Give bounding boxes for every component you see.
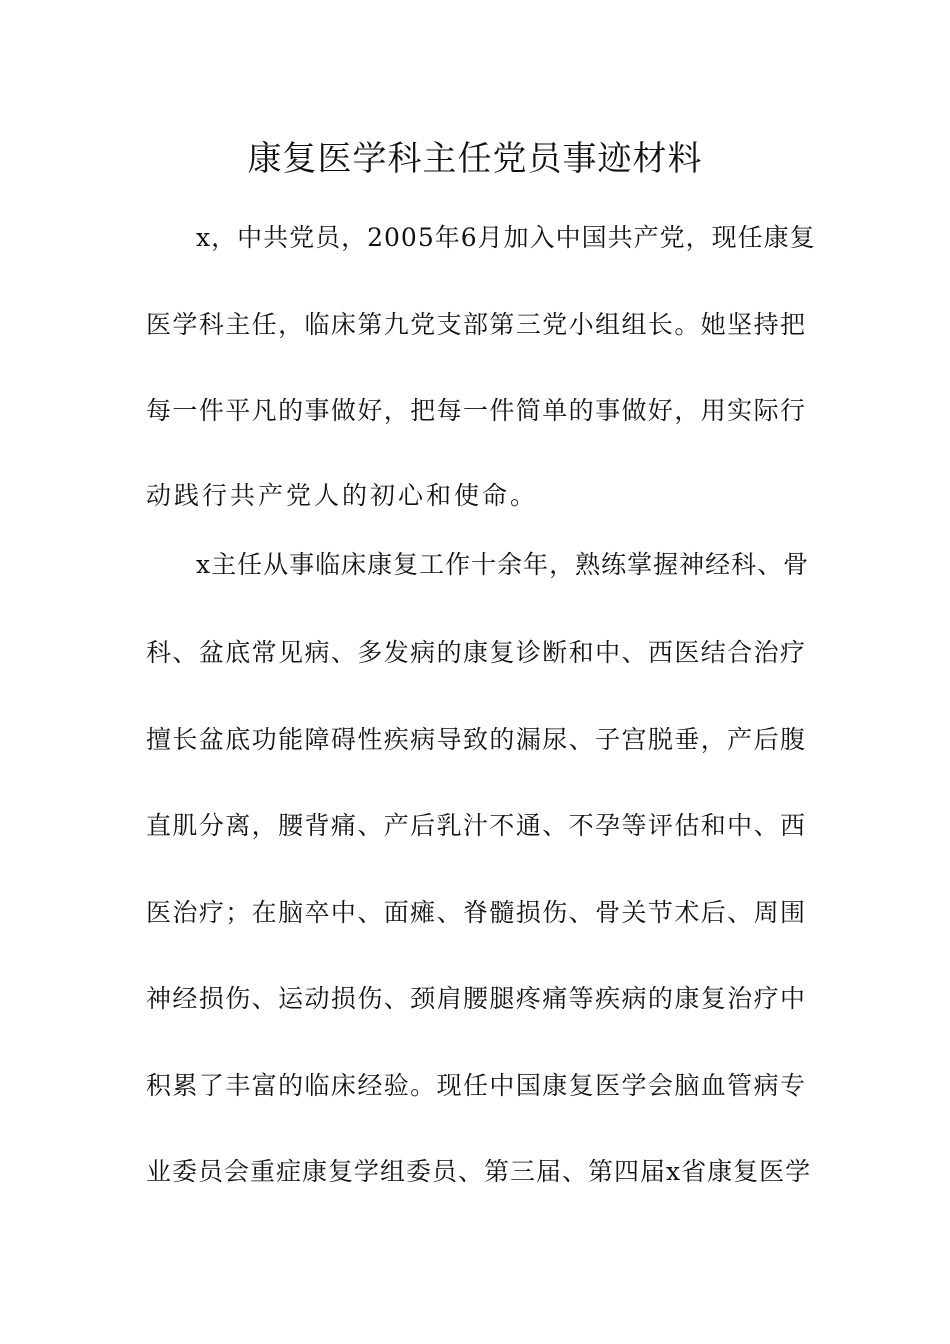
paragraph-line: 直肌分离，腰背痛、产后乳汁不通、不孕等评估和中、西: [146, 811, 806, 840]
paragraph-line: 业委员会重症康复学组委员、第三届、第四届x省康复医学: [146, 1157, 812, 1186]
paragraph-line: 积累了丰富的临床经验。现任中国康复医学会脑血管病专: [146, 1071, 806, 1100]
paragraph-line: 医学科主任，临床第九党支部第三党小组组长。她坚持把: [146, 310, 806, 339]
paragraph-line: 动践行共产党人的初心和使命。: [146, 481, 539, 510]
paragraph-line: x主任从事临床康复工作十余年，熟练掌握神经科、骨: [196, 550, 810, 579]
paragraph-line: 神经损伤、运动损伤、颈肩腰腿疼痛等疾病的康复治疗中: [146, 984, 806, 1013]
document-title: 康复医学科主任党员事迹材料: [247, 139, 703, 179]
paragraph-line: 擅长盆底功能障碍性疾病导致的漏尿、子宫脱垂，产后腹: [146, 725, 806, 754]
paragraph-line: 每一件平凡的事做好，把每一件简单的事做好，用实际行: [146, 396, 806, 425]
paragraph-line: 科、盆底常见病、多发病的康复诊断和中、西医结合治疗: [146, 638, 806, 667]
paragraph-line: 医治疗；在脑卒中、面瘫、脊髓损伤、骨关节术后、周围: [146, 898, 806, 927]
paragraph-line: x，中共党员，2005年6月加入中国共产党，现任康复: [196, 223, 816, 252]
